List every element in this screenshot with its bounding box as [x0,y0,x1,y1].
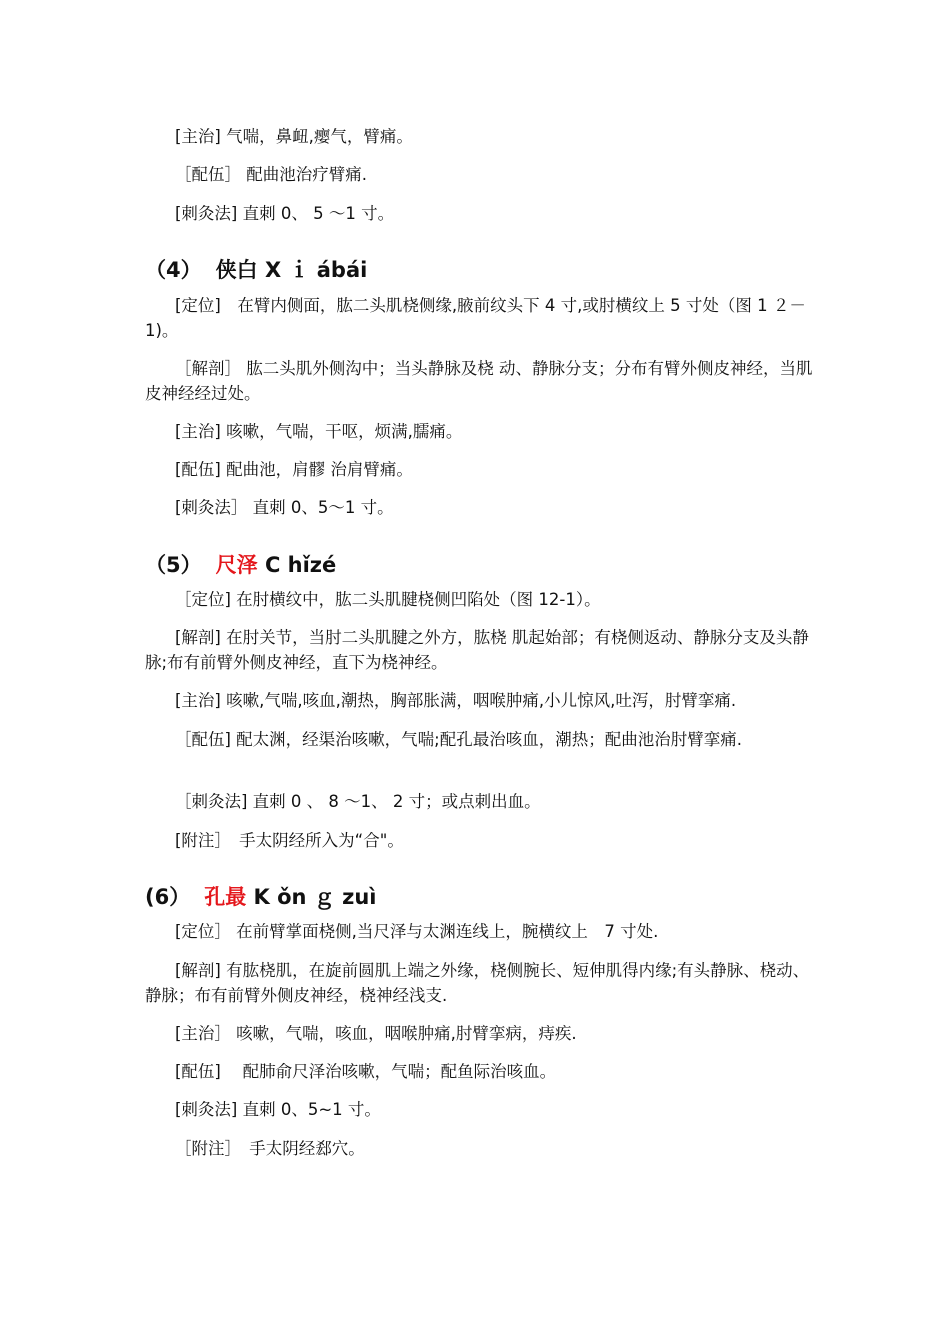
sec6-peiwu: [配伍] 配肺俞尺泽治咳嗽，气喘；配鱼际治咳血。 [175,1062,557,1081]
sec4-zhuzhi: [主治] 咳嗽，气喘，干呕，烦满,臑痛。 [175,422,463,441]
sec6-cijiu: [刺灸法] 直刺 0、5~1 寸。 [175,1100,381,1119]
acupoint-pinyin: X ｉ ábái [264,258,368,282]
acupoint-name: 尺泽 [215,553,258,577]
sec4-cijiu: [刺灸法］ 直刺 0、5～1 寸。 [175,498,394,517]
section-number: （4） [145,258,202,282]
section-6-heading [145,881,377,911]
sec5-cijiu: ［刺灸法] 直刺 0 、 8 ～1、 2 寸；或点刺出血。 [175,792,541,811]
section-4-heading [145,254,367,284]
sec4-dingwei: [定位] 在臂内侧面，肱二头肌桡侧缘,腋前纹头下 4 寸,或肘横纹上 5 寸处（图 1 ２－1)。 [145,296,806,340]
sec6-zhuzhi: [主治］ 咳嗽，气喘，咳血，咽喉肿痛,肘臂挛病，痔疾. [175,1024,577,1043]
acupoint-name: 侠白 [215,258,258,282]
acupoint-pinyin: K ǒn ｇ zuì [253,885,377,909]
section-number: （5） [145,553,202,577]
sec4-peiwu: [配伍] 配曲池，肩髎 治肩臂痛。 [175,460,413,479]
sec6-dingwei: [定位］ 在前臂掌面桡侧,当尺泽与太渊连线上，腕横纹上 7 寸处. [175,922,659,941]
section-number: (6） [145,885,191,909]
sec5-peiwu: ［配伍] 配太渊，经渠治咳嗽，气喘;配孔最治咳血，潮热；配曲池治肘臂挛痛. [175,730,742,749]
sec4-jiepou: ［解剖］ 肱二头肌外侧沟中；当头静脉及桡 动、静脉分支；分布有臂外侧皮神经，当肌皮神经经过处。 [145,359,813,403]
sec6-fuzhu: ［附注］ 手太阴经郄穴。 [175,1139,365,1158]
section-5-heading [145,549,336,579]
block1-peiwu: ［配伍］ 配曲池治疗臂痛. [175,165,367,184]
sec5-zhuzhi: [主治] 咳嗽,气喘,咳血,潮热，胸部胀满，咽喉肿痛,小儿惊风,吐泻，肘臂挛痛. [175,691,737,710]
acupoint-name: 孔最 [204,885,247,909]
sec5-jiepou: [解剖] 在肘关节，当肘二头肌腱之外方，肱桡 肌起始部；有桡侧返动、静脉分支及头静脉;布有前臂外侧皮神经，直下为桡神经。 [145,628,809,672]
acupoint-pinyin: C hǐzé [264,553,337,577]
sec5-fuzhu: [附注］ 手太阴经所入为“合"。 [175,831,404,850]
block1-zhuzhi: [主治] 气喘，鼻衄,瘿气，臂痛。 [175,127,413,146]
block1-cijiu: [刺灸法] 直刺 0、 5 ～1 寸。 [175,204,395,223]
sec6-jiepou: [解剖] 有肱桡肌，在旋前圆肌上端之外缘，桡侧腕长、短伸肌得内缘;有头静脉、桡动、静脉；布有前臂外侧皮神经，桡神经浅支. [145,961,810,1005]
sec5-dingwei: ［定位] 在肘横纹中，肱二头肌腱桡侧凹陷处（图 12-1）。 [175,590,601,609]
